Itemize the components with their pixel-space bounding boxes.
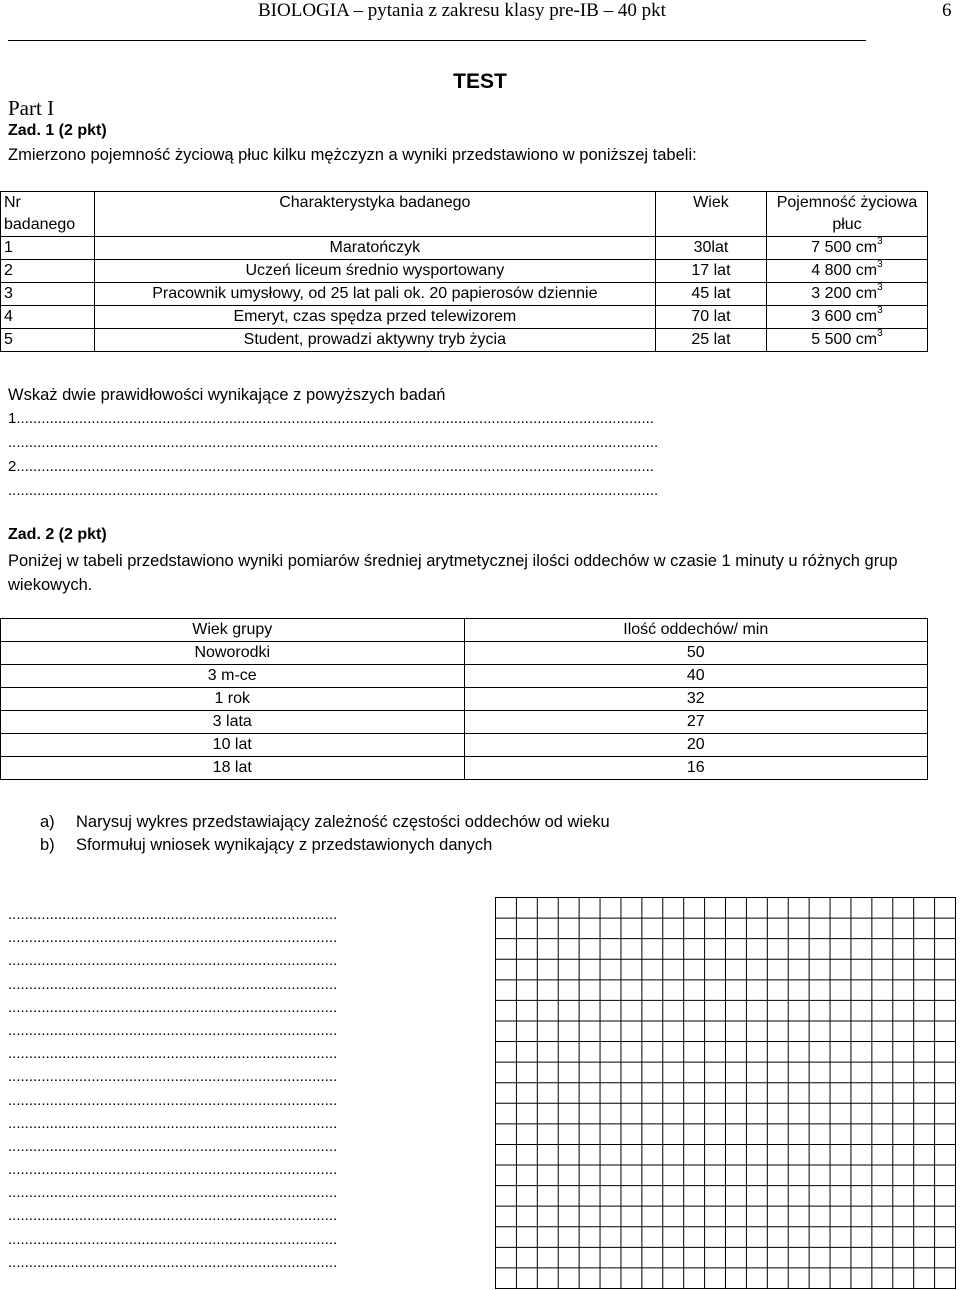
header-divider [8, 40, 866, 41]
cell-age: 17 lat [655, 260, 766, 283]
answer-dotted-line[interactable]: ............................................................................... [8, 1230, 338, 1248]
answer-dotted-line[interactable]: ............................................................................... [8, 1021, 338, 1039]
col-header-characteristics: Charakterystyka badanego [94, 192, 655, 237]
answer-dotted-line[interactable]: ............................................................................... [8, 1161, 338, 1179]
table-row [1, 711, 928, 734]
cell-breaths: 20 [464, 734, 928, 757]
cell-age: 30lat [655, 237, 766, 260]
cell-capacity [766, 260, 927, 283]
table-row [1, 734, 928, 757]
unit-superscript: 3 [877, 305, 883, 316]
header-title: BIOLOGIA – pytania z zakresu klasy pre-IB – 40 pkt [258, 0, 666, 21]
answer-dotted-line[interactable]: ............................................................................... [8, 1045, 338, 1063]
zad2-title: Zad. 2 (2 pkt) [8, 526, 107, 543]
answer-dotted-line[interactable]: ............................................................................... [8, 1114, 338, 1132]
table-header-row [1, 619, 928, 642]
answer-dotted-line[interactable]: ............................................................................... [8, 975, 338, 993]
capacity-value: 3 200 [811, 285, 852, 302]
unit-superscript: 3 [877, 282, 883, 293]
capacity-unit: cm [855, 262, 878, 279]
table-row [1, 665, 928, 688]
col-header-breaths: Ilość oddechów/ min [464, 619, 928, 642]
question-a [40, 813, 610, 832]
table-row [1, 260, 928, 283]
cell-breaths: 27 [464, 711, 928, 734]
question-b-label: b) [40, 836, 55, 854]
breathing-rate-table [0, 618, 928, 780]
question-b [40, 836, 492, 855]
answer-line-2b[interactable]: ............................................................................................................................................................ [8, 482, 659, 499]
table-row [1, 757, 928, 780]
cell-breaths: 16 [464, 757, 928, 780]
capacity-value: 4 800 [811, 262, 852, 279]
cell-age-group: 1 rok [1, 688, 465, 711]
cell-nr: 2 [1, 260, 95, 283]
zad1-title: Zad. 1 (2 pkt) [8, 122, 107, 139]
cell-age-group: 18 lat [1, 757, 465, 780]
test-title: TEST [453, 70, 507, 93]
cell-breaths: 50 [464, 642, 928, 665]
table-row [1, 306, 928, 329]
cell-capacity [766, 237, 927, 260]
zad1-question: Wskaż dwie prawidłowości wynikające z powyższych badań [8, 386, 446, 404]
col-header-age-group: Wiek grupy [1, 619, 465, 642]
col-header-capacity: Pojemność życiowa płuc [766, 192, 927, 237]
zad2-intro: Poniżej w tabeli przedstawiono wyniki pomiarów średniej arytmetycznej ilości oddechów w czasie 1 minuty u różnych grup wiekowych. [8, 552, 898, 594]
answer-dotted-line[interactable]: ............................................................................... [8, 1184, 338, 1202]
answer-line-2[interactable]: 2......................................................................................................................................................... [8, 458, 654, 475]
cell-capacity [766, 329, 927, 352]
answer-line-1[interactable]: 1......................................................................................................................................................... [8, 410, 654, 427]
cell-age: 25 lat [655, 329, 766, 352]
lung-capacity-table [0, 191, 928, 352]
cell-nr: 3 [1, 283, 95, 306]
cell-breaths: 40 [464, 665, 928, 688]
answer-line-1b[interactable]: ............................................................................................................................................................ [8, 434, 659, 451]
col-header-age: Wiek [655, 192, 766, 237]
answer-dotted-line[interactable]: ............................................................................... [8, 929, 338, 947]
table-row [1, 642, 928, 665]
table-row [1, 329, 928, 352]
answer-dotted-line[interactable]: ............................................................................... [8, 952, 338, 970]
cell-capacity [766, 283, 927, 306]
part-heading: Part I [8, 96, 55, 120]
capacity-value: 7 500 [811, 239, 852, 256]
cell-nr: 1 [1, 237, 95, 260]
question-b-text: Sformułuj wniosek wynikający z przedstawionych danych [76, 836, 493, 854]
answer-dotted-line[interactable]: ............................................................................... [8, 1207, 338, 1225]
capacity-unit: cm [855, 331, 878, 348]
cell-capacity [766, 306, 927, 329]
cell-age-group: 3 lata [1, 711, 465, 734]
col-header-nr: Nr badanego [1, 192, 95, 237]
cell-characteristics: Maratończyk [94, 237, 655, 260]
answer-dotted-line[interactable]: ............................................................................... [8, 1068, 338, 1086]
answer-dotted-line[interactable]: ............................................................................... [8, 998, 338, 1016]
answer-dotted-line[interactable]: ............................................................................... [8, 1137, 338, 1155]
answer-dotted-line[interactable]: ............................................................................... [8, 1253, 338, 1271]
capacity-value: 3 600 [811, 308, 852, 325]
cell-age: 45 lat [655, 283, 766, 306]
cell-age-group: Noworodki [1, 642, 465, 665]
answer-lines [8, 906, 337, 1277]
cell-age-group: 10 lat [1, 734, 465, 757]
capacity-unit: cm [855, 308, 878, 325]
graph-paper-grid[interactable] [495, 897, 956, 1289]
cell-nr: 4 [1, 306, 95, 329]
unit-superscript: 3 [877, 259, 883, 270]
answer-dotted-line[interactable]: ............................................................................... [8, 1091, 338, 1109]
cell-nr: 5 [1, 329, 95, 352]
cell-characteristics: Emeryt, czas spędza przed telewizorem [94, 306, 655, 329]
table-row [1, 688, 928, 711]
cell-age-group: 3 m-ce [1, 665, 465, 688]
table-row [1, 237, 928, 260]
table-row [1, 283, 928, 306]
capacity-unit: cm [855, 285, 878, 302]
unit-superscript: 3 [877, 328, 883, 339]
capacity-unit: cm [855, 239, 878, 256]
capacity-value: 5 500 [811, 331, 852, 348]
cell-characteristics: Uczeń liceum średnio wysportowany [94, 260, 655, 283]
question-a-text: Narysuj wykres przedstawiający zależność częstości oddechów od wieku [76, 813, 610, 831]
cell-characteristics: Pracownik umysłowy, od 25 lat pali ok. 20 papierosów dziennie [94, 283, 655, 306]
question-a-label: a) [40, 813, 55, 831]
answer-dotted-line[interactable]: ............................................................................... [8, 906, 338, 923]
cell-characteristics: Student, prowadzi aktywny tryb życia [94, 329, 655, 352]
cell-breaths: 32 [464, 688, 928, 711]
page-number: 6 [942, 0, 952, 21]
unit-superscript: 3 [877, 236, 883, 247]
table-header-row [1, 192, 928, 237]
cell-age: 70 lat [655, 306, 766, 329]
zad1-intro: Zmierzono pojemność życiową płuc kilku mężczyzn a wyniki przedstawiono w poniższej tabeli: [8, 146, 697, 164]
